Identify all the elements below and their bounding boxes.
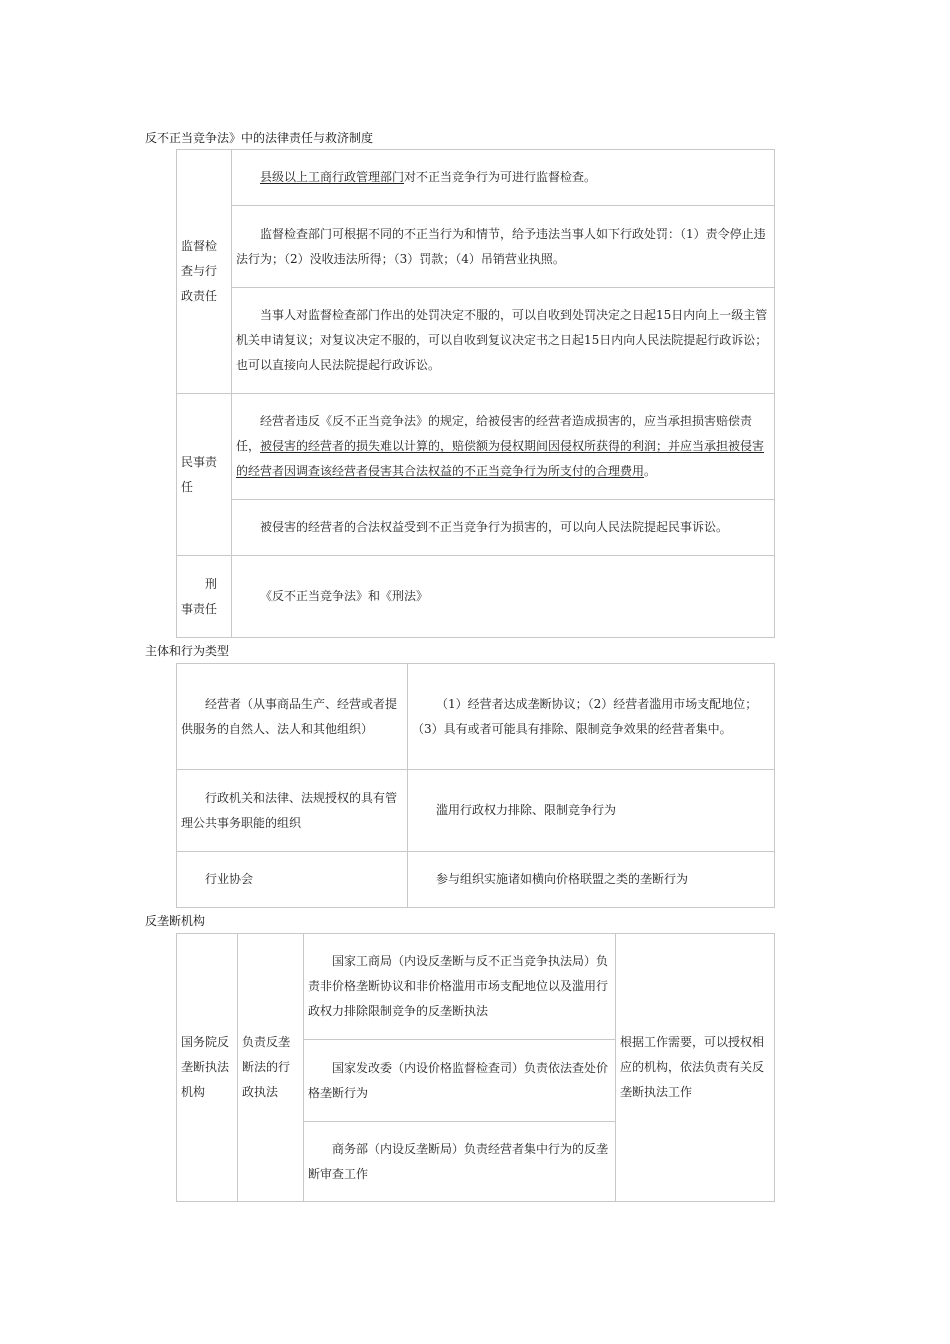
agency-item-saic: 国家工商局（内设反垄断与反不正当竞争执法局）负责非价格垄断协议和非价格滥用市场支配地位以及滥用行政权力排除限制竞争的反垄断执法 [304,934,616,1040]
admin-item-3: 当事人对监督检查部门作出的处罚决定不服的，可以自收到处罚决定之日起15日内向上一级主管机关申请复议；对复议决定不服的，可以自收到复议决定书之日起15日内向人民法院提起行政诉讼；也可以直接向人民法院提起行政诉讼。 [232,288,775,394]
section-heading-legal-liability: 反不正当竞争法》中的法律责任与救济制度 [145,131,374,145]
subject-cell-3: 行业协会 [177,852,408,908]
subject-cell-2: 行政机关和法律、法规授权的具有管理公共事务职能的组织 [177,770,408,852]
behavior-cell-2: 滥用行政权力排除、限制竞争行为 [408,770,775,852]
civil-liability-label: 民事责任 [177,394,232,556]
civil-item-2: 被侵害的经营者的合法权益受到不正当竞争行为损害的，可以向人民法院提起民事诉讼。 [232,500,775,556]
civil-item-1-underlined: 被侵害的经营者的损失难以计算的，赔偿额为侵权期间因侵权所获得的利润；并应当承担被侵害的经营者因调查该经营者侵害其合法权益的不正当竞争行为所支付的合理费用 [236,439,765,478]
civil-item-1-text-b: 。 [644,464,657,478]
enforcement-agency-cell: 国务院反垄断执法机构 [177,934,238,1202]
subjects-table [176,663,775,908]
admin-item-1 [232,150,775,206]
authorization-cell: 根据工作需要，可以授权相应的机构，依法负责有关反垄断执法工作 [616,934,775,1202]
section-heading-subjects: 主体和行为类型 [145,644,230,658]
agencies-table [176,933,775,1202]
criminal-liability-label: 刑事责任 [177,556,232,638]
civil-item-1 [232,394,775,500]
admin-item-2: 监督检查部门可根据不同的不正当行为和情节，给予违法当事人如下行政处罚：（1）责令停止违法行为；（2）没收违法所得；（3）罚款；（4）吊销营业执照。 [232,206,775,288]
agency-item-mofcom: 商务部（内设反垄断局）负责经营者集中行为的反垄断审查工作 [304,1122,616,1202]
admin-liability-label: 监督检查与行政责任 [177,150,232,394]
enforcement-duty-cell: 负责反垄断法的行政执法 [238,934,304,1202]
section-heading-antimonopoly-agencies: 反垄断机构 [145,914,206,928]
civil-item-1-text-a: 经营者违反《反不正当竞争法》的规定，给被侵害的经营者造成损害的，应当承担损害赔偿责任， [236,414,753,453]
agency-item-ndrc: 国家发改委（内设价格监督检查司）负责依法查处价格垄断行为 [304,1040,616,1122]
subject-cell-1: 经营者（从事商品生产、经营或者提供服务的自然人、法人和其他组织） [177,664,408,770]
behavior-cell-1: （1）经营者达成垄断协议；（2）经营者滥用市场支配地位；（3）具有或者可能具有排除、限制竞争效果的经营者集中。 [408,664,775,770]
behavior-cell-3: 参与组织实施诸如横向价格联盟之类的垄断行为 [408,852,775,908]
legal-liability-table [176,149,775,638]
admin-authority-link: 县级以上工商行政管理部门 [260,170,405,184]
criminal-liability-text: 《反不正当竞争法》和《刑法》 [232,556,775,638]
admin-item-1-text: 对不正当竞争行为可进行监督检查。 [404,170,597,184]
